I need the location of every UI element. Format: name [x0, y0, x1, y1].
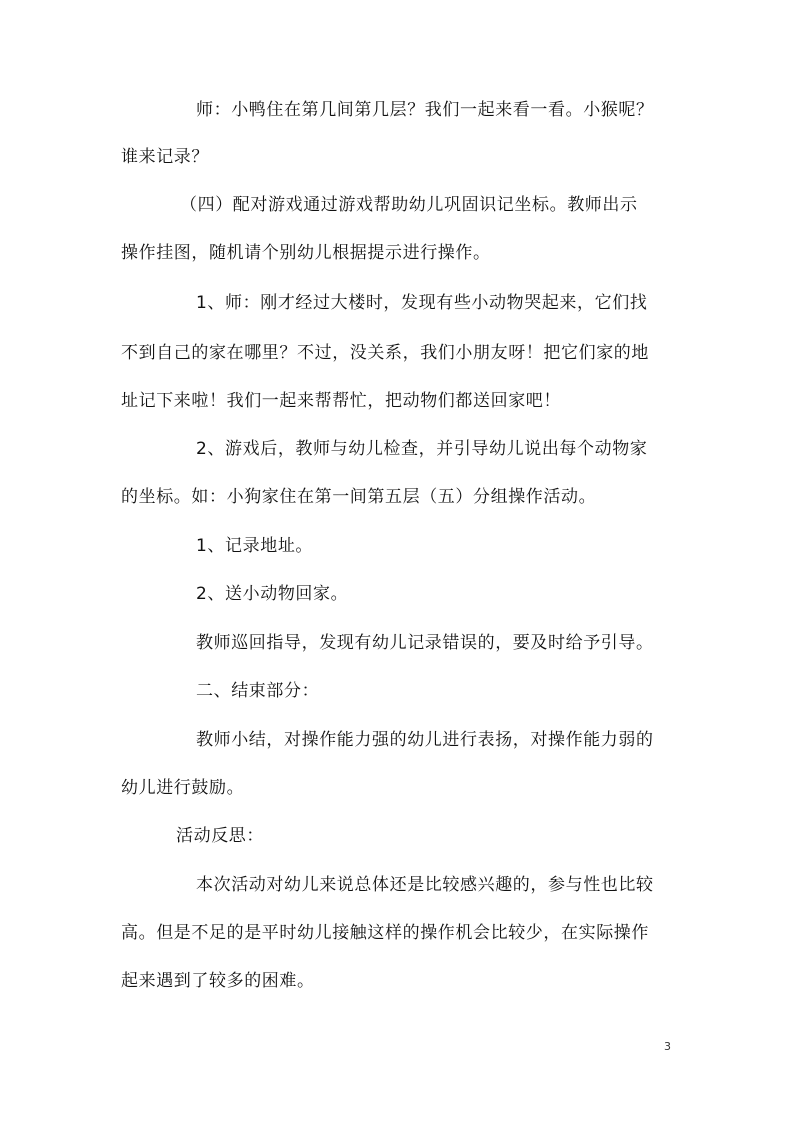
text-line: 教师小结，对操作能力强的幼儿进行表扬，对操作能力弱的 — [196, 730, 654, 750]
text-line: 的坐标。如：小狗家住在第一间第五层（五）分组操作活动。 — [121, 487, 597, 507]
text-line: （四）配对游戏通过游戏帮助幼儿巩固识记坐标。教师出示 — [180, 195, 638, 215]
text-line: 本次活动对幼儿来说总体还是比较感兴趣的，参与性也比较 — [196, 875, 654, 895]
text-line: 教师巡回指导，发现有幼儿记录错误的，要及时给予引导。 — [196, 633, 654, 653]
section-heading: 活动反思： — [176, 826, 264, 846]
text-line: 2、游戏后，教师与幼儿检查，并引导幼儿说出每个动物家 — [196, 439, 648, 459]
text-line: 操作挂图，随机请个别幼儿根据提示进行操作。 — [121, 243, 491, 263]
text-line: 幼儿进行鼓励。 — [121, 778, 245, 798]
text-line: 1、师：刚才经过大楼时，发现有些小动物哭起来，它们找 — [196, 293, 648, 313]
text-line: 师：小鸭住在第几间第几层？我们一起来看一看。小猴呢？ — [196, 100, 654, 120]
text-line: 1、记录地址。 — [196, 536, 314, 556]
text-line: 谁来记录？ — [121, 147, 209, 167]
text-line: 高。但是不足的是平时幼儿接触这样的操作机会比较少，在实际操作 — [121, 923, 649, 943]
text-line: 2、送小动物回家。 — [196, 584, 349, 604]
text-line: 址记下来啦！我们一起来帮帮忙，把动物们都送回家吧！ — [121, 391, 561, 411]
page-number: 3 — [664, 1040, 671, 1053]
text-line: 起来遇到了较多的困难。 — [121, 971, 315, 991]
text-line: 不到自己的家在哪里？不过，没关系，我们小朋友呀！把它们家的地 — [121, 343, 649, 363]
section-heading: 二、结束部分： — [196, 681, 320, 701]
